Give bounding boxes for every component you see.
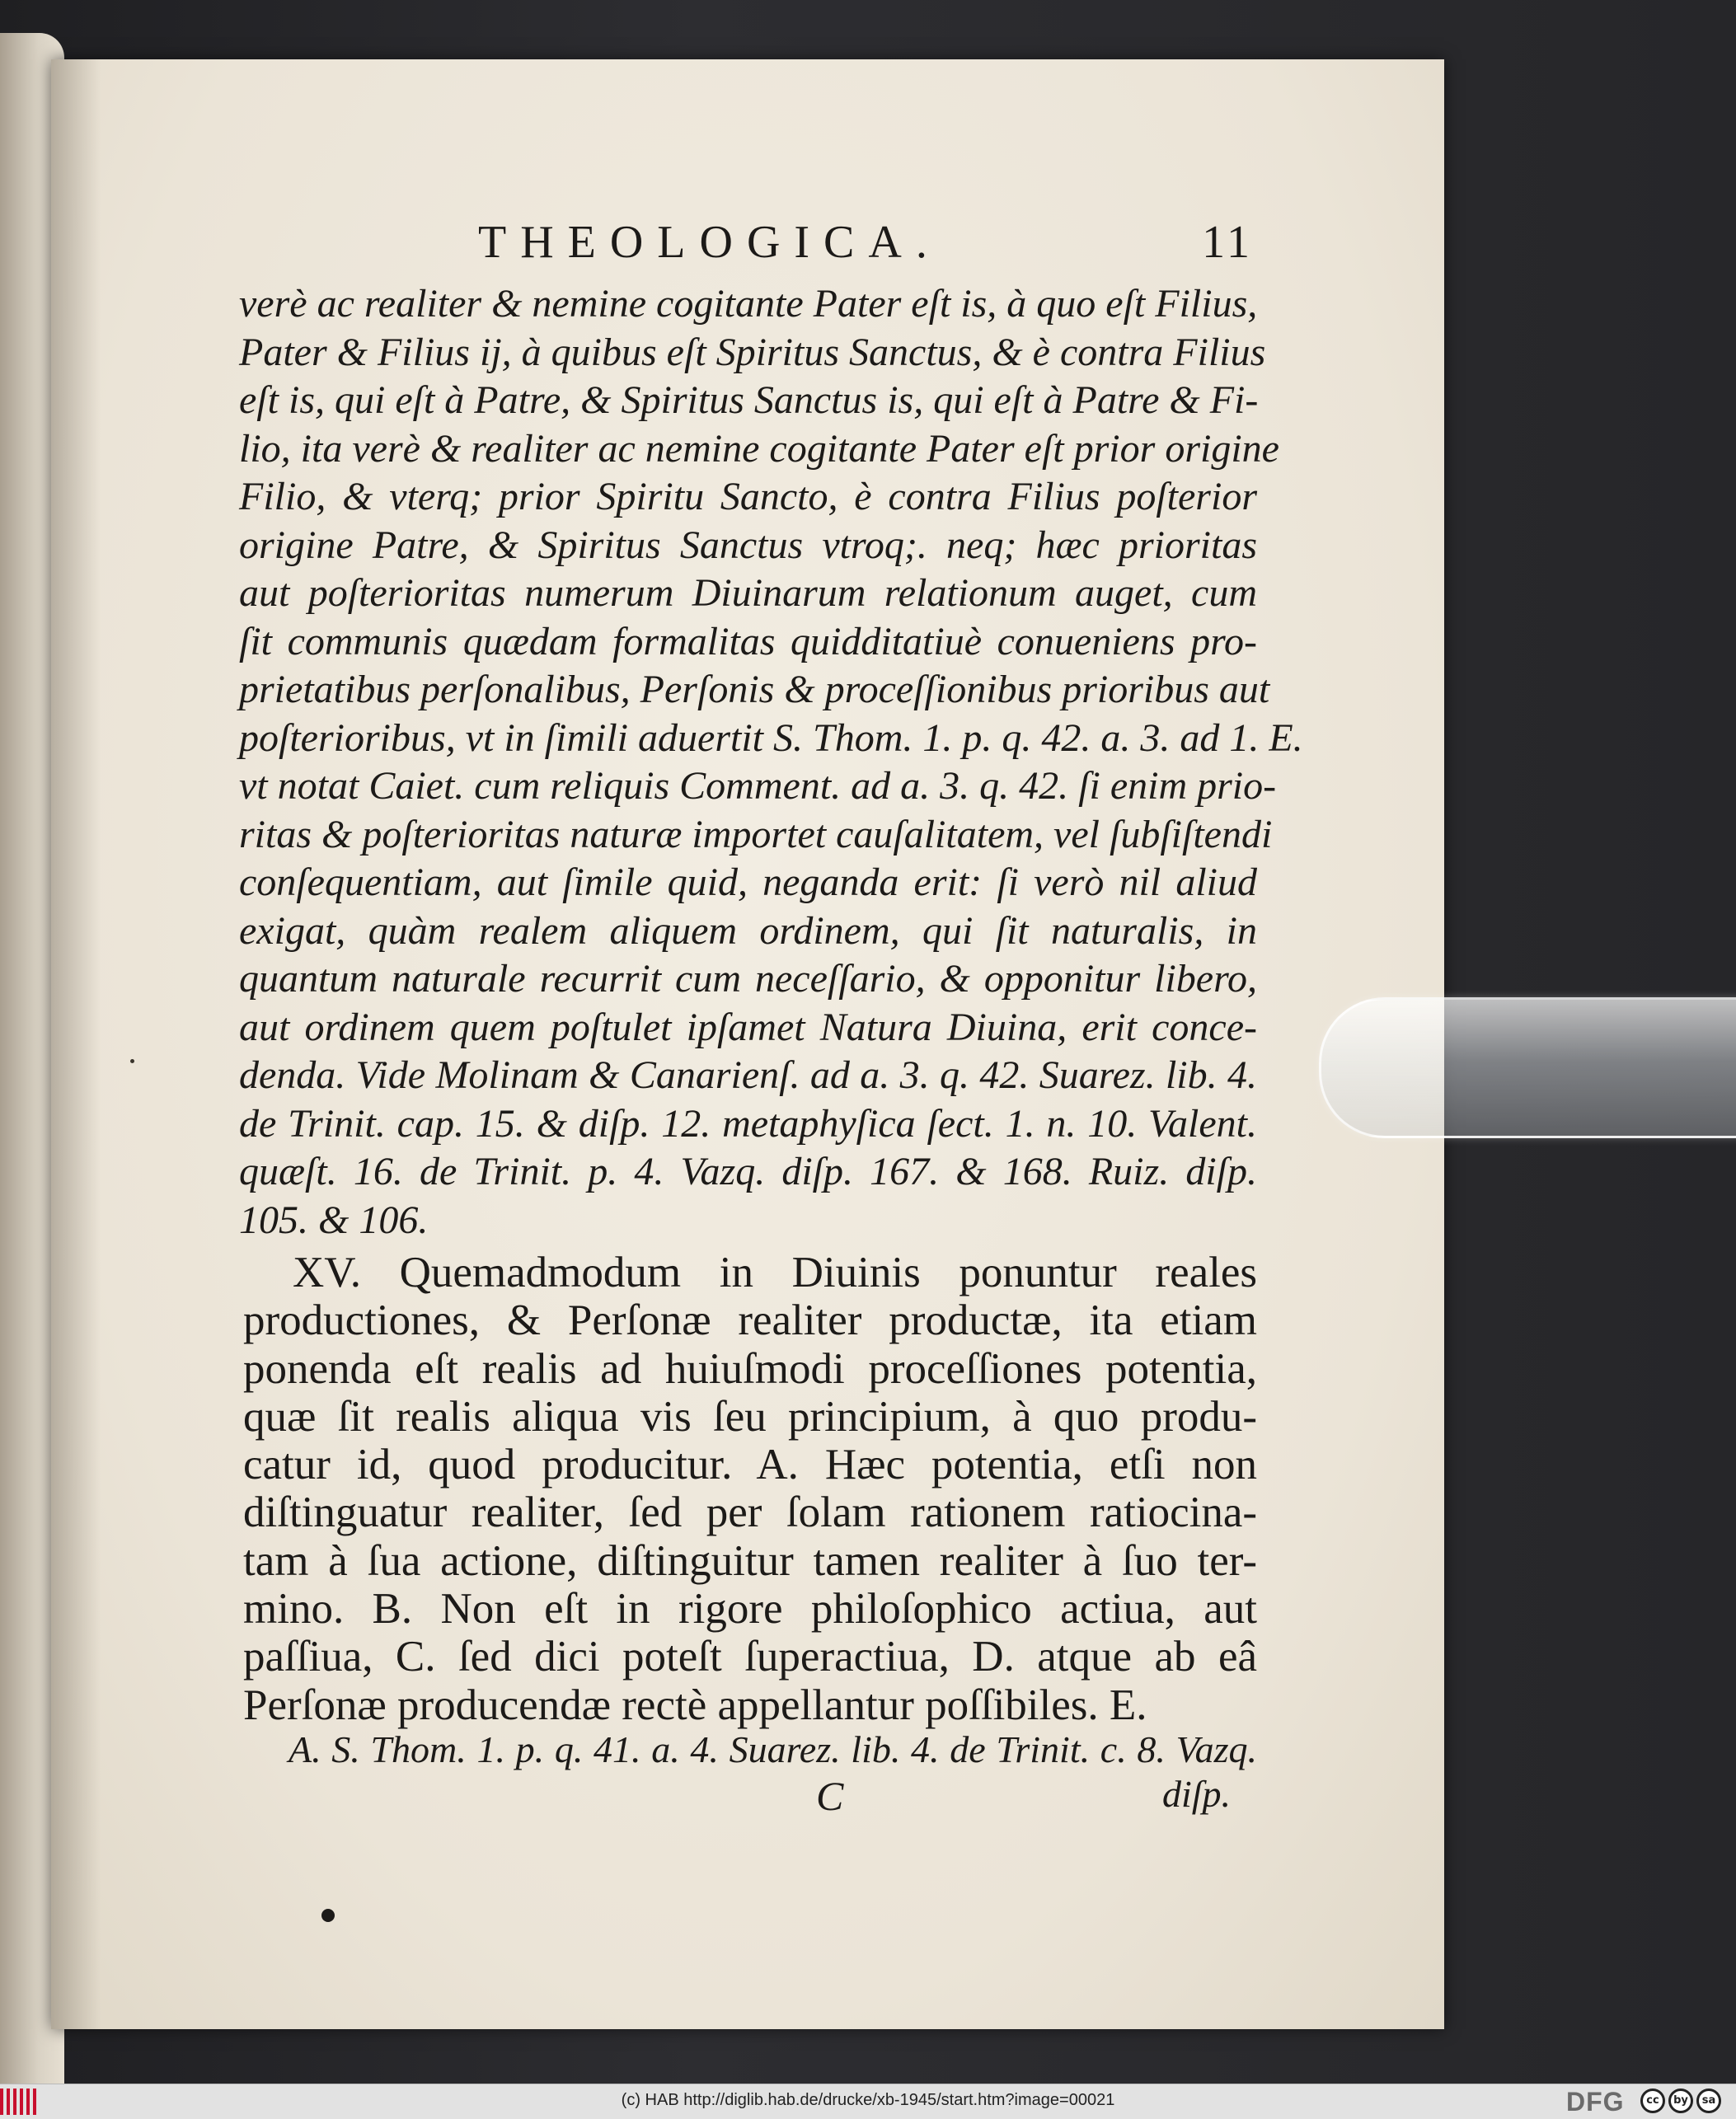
reference-note-line: A. S. Thom. 1. p. q. 41. a. 4. Suarez. lib. 4. de Trinit. c. 8. Vazq.: [289, 1728, 1257, 1770]
text-line: origine Patre, & Spiritus Sanctus vtroq;. neq; hæc prioritas: [239, 523, 1257, 567]
page-number: 11: [1202, 217, 1253, 268]
catchword: diſp.: [1162, 1773, 1232, 1815]
text-line: ponenda eſt realis ad huiuſmodi proceſſiones potentia,: [243, 1344, 1257, 1393]
commentary-italic-block: [239, 280, 1303, 1245]
signature-mark: C: [816, 1773, 844, 1819]
text-line: vt notat Caiet. cum reliquis Comment. ad a. 3. q. 42. ſi enim prio-: [239, 764, 1277, 808]
text-line: eſt is, qui eſt à Patre, & Spiritus Sanctus is, qui eſt à Patre & Fi-: [239, 378, 1259, 422]
text-line: denda. Vide Molinam & Canarienſ. ad a. 3. q. 42. Suarez. lib. 4.: [239, 1053, 1257, 1097]
text-line: quæſt. 16. de Trinit. p. 4. Vazq. diſp. 167. & 168. Ruiz. diſp.: [239, 1150, 1257, 1193]
text-line: verè ac realiter & nemine cogitante Pater eſt is, à quo eſt Filius,: [239, 282, 1258, 326]
text-line: mino. B. Non eſt in rigore philoſophico actiua, aut: [243, 1585, 1257, 1634]
text-line: ritas & poſterioritas naturæ importet cauſalitatem, vel ſubſiſtendi: [239, 812, 1273, 856]
text-line: Pater & Filius ij, à quibus eſt Spiritus Sanctus, & è contra Filius: [239, 330, 1266, 374]
text-line: aut ordinem quem poſtulet ipſamet Natura Diuina, erit conce-: [239, 1005, 1257, 1049]
text-line: poſterioribus, vt in ſimili aduertit S. Thom. 1. p. q. 42. a. 3. ad 1. E.: [239, 715, 1303, 760]
glass-page-holder: [1319, 997, 1736, 1138]
text-line: exigat, quàm realem aliquem ordinem, qui ſit naturalis, in: [239, 908, 1257, 953]
text-line: ſit communis quædam formalitas quidditatiuè conueniens pro-: [239, 619, 1257, 663]
text-line: XV. Quemadmodum in Diuinis ponuntur reales: [293, 1249, 1257, 1296]
sa-license-icon[interactable]: sa: [1696, 2089, 1721, 2113]
cc-license-icon[interactable]: cc: [1640, 2089, 1665, 2113]
copyright-link[interactable]: (c) HAB http://diglib.hab.de/drucke/xb-1945/start.htm?image=00021: [621, 2091, 1115, 2109]
text-line: de Trinit. cap. 15. & diſp. 12. metaphyſica ſect. 1. n. 10. Valent.: [239, 1101, 1257, 1146]
text-line: Filio, & vterq; prior Spiritu Sancto, è contra Filius poſterior: [239, 475, 1257, 518]
ink-dot: [321, 1909, 335, 1922]
text-line: quæ ſit realis aliqua vis ſeu principium, à quo produ-: [243, 1392, 1257, 1441]
by-license-icon[interactable]: by: [1668, 2089, 1693, 2113]
text-line: aut poſterioritas numerum Diuinarum relationum auget, cum: [239, 571, 1257, 615]
text-line: productiones, & Perſonæ realiter productæ, ita etiam: [243, 1296, 1257, 1345]
paper-speck: [130, 1059, 134, 1063]
page-gutter-shadow: [51, 59, 101, 2029]
text-line: 105. & 106.: [239, 1198, 429, 1242]
viewer-footer-bar: [0, 2084, 1736, 2119]
text-line: tam à ſua actione, diſtinguitur tamen realiter à ſuo ter-: [243, 1536, 1257, 1585]
text-line: paſſiua, C. ſed dici poteſt ſuperactiua, D. atque ab eâ: [243, 1633, 1257, 1681]
text-line: quantum naturale recurrit cum neceſſario, & opponitur libero,: [239, 957, 1257, 1001]
running-head-title: THEOLOGICA.: [478, 217, 941, 268]
running-head: [478, 216, 1253, 268]
text-line: prietatibus perſonalibus, Perſonis & proceſſionibus prioribus aut: [239, 668, 1270, 711]
section-xv-roman-block: [243, 1249, 1257, 1729]
text-line: diſtinguatur realiter, ſed per ſolam rationem ratiocina-: [243, 1488, 1257, 1537]
text-line: lio, ita verè & realiter ac nemine cogitante Pater eſt prior origine: [239, 426, 1279, 471]
text-line: conſequentiam, aut ſimile quid, neganda erit: ſi verò nil aliud: [239, 860, 1257, 904]
text-line: catur id, quod producitur. A. Hæc potentia, etſi non: [243, 1441, 1257, 1489]
dfg-logo: DFG: [1566, 2087, 1625, 2117]
text-line: Perſonæ producendæ rectè appellantur poſſibiles. E.: [243, 1681, 1147, 1729]
